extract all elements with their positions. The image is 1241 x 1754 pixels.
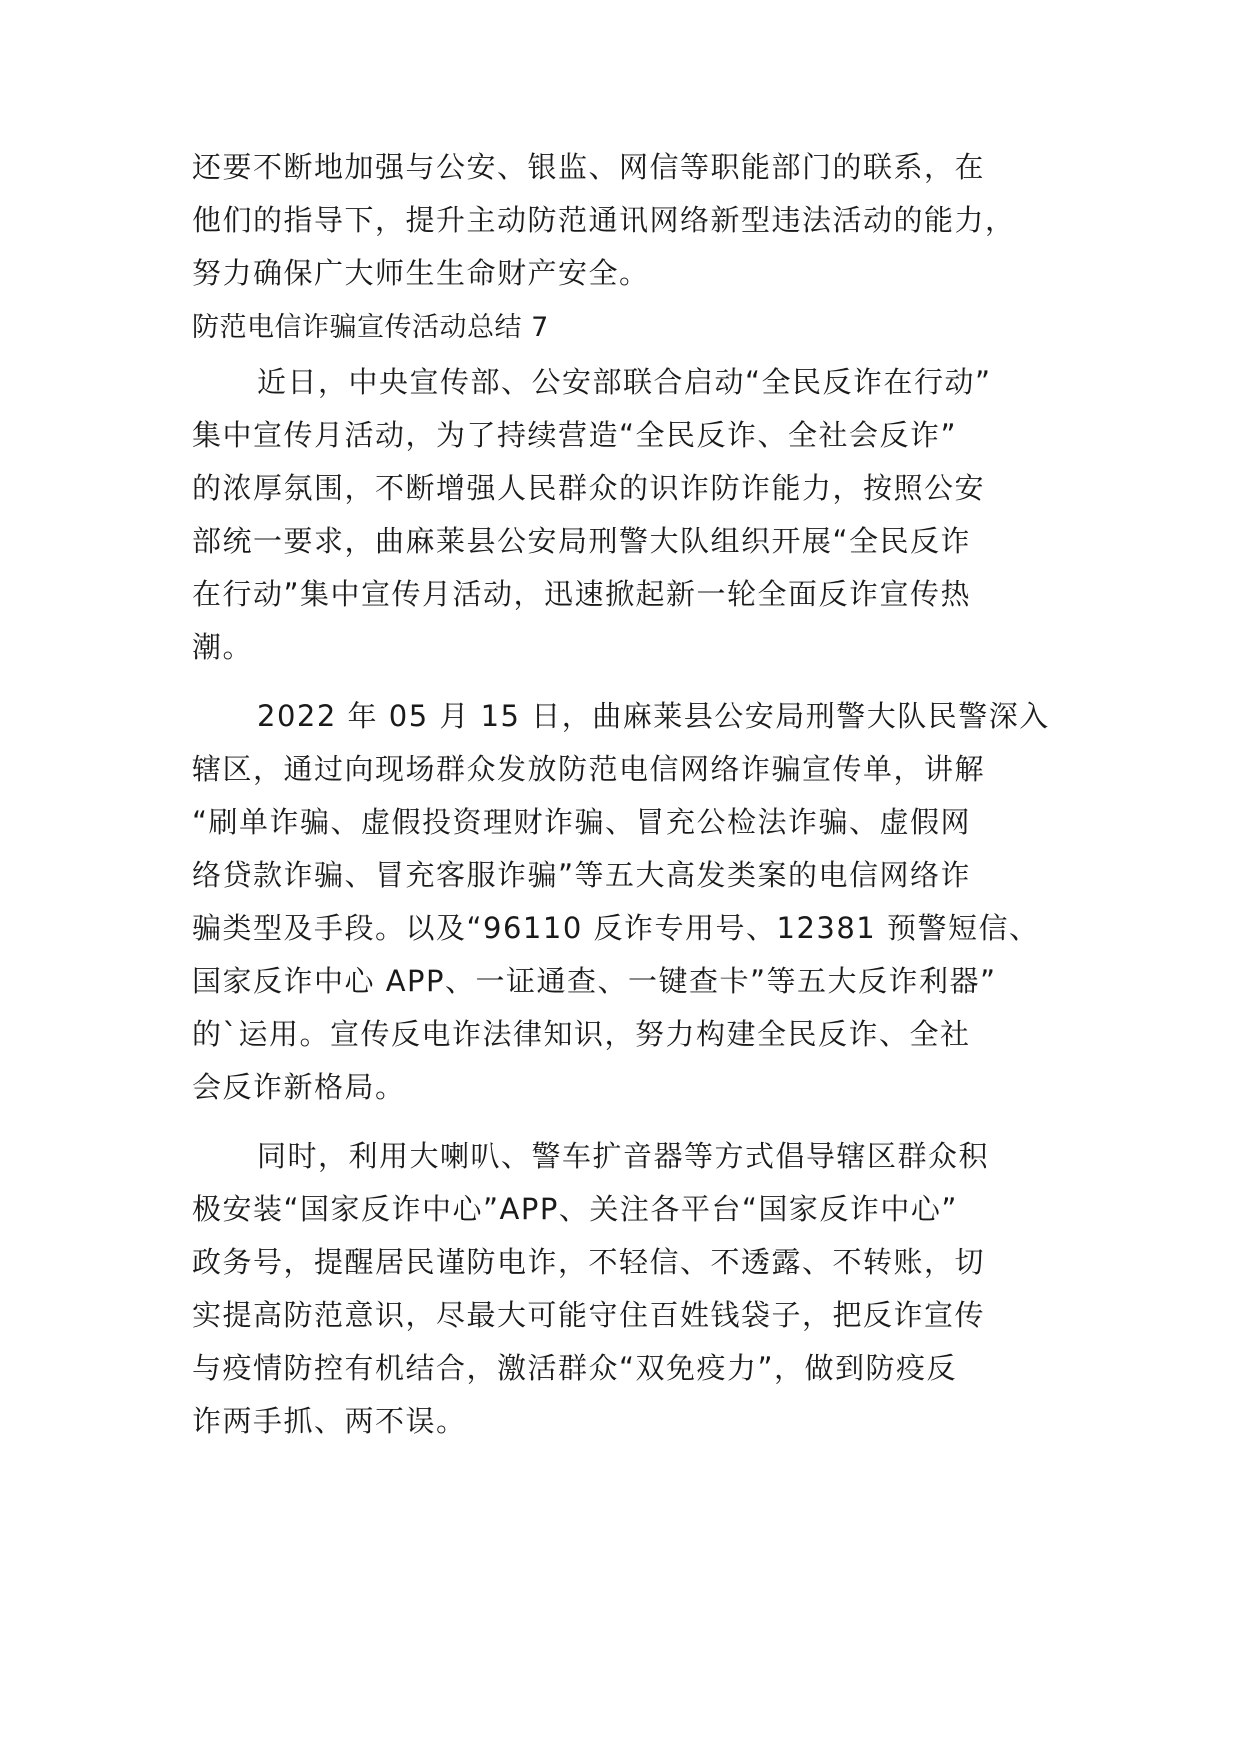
intro-line-2: 他们的指导下，提升主动防范通讯网络新型违法活动的能力， [192,203,1016,237]
p1-line-2: 集中宣传月活动，为了持续营造“全民反诈、全社会反诈” [192,418,958,452]
p3-line-1: 同时，利用大喇叭、警车扩音器等方式倡导辖区群众积 [257,1139,990,1173]
intro-line-3: 努力确保广大师生生命财产安全。 [192,256,650,290]
intro-line-1: 还要不断地加强与公安、银监、网信等职能部门的联系，在 [192,150,986,184]
p1-line-4: 部统一要求，曲麻莱县公安局刑警大队组织开展“全民反诈 [192,524,972,558]
p2-line-1: 2022 年 05 月 15 日，曲麻莱县公安局刑警大队民警深入 [257,699,1050,733]
p2-line-7: 的`运用。宣传反电诈法律知识，努力构建全民反诈、全社 [192,1017,971,1051]
section-heading: 防范电信诈骗宣传活动总结 7 [192,312,549,343]
p1-line-6: 潮。 [192,630,254,664]
p2-line-8: 会反诈新格局。 [192,1070,406,1104]
p3-line-5: 与疫情防控有机结合，激活群众“双免疫力”，做到防疫反 [192,1351,958,1385]
p3-line-3: 政务号，提醒居民谨防电诈，不轻信、不透露、不转账，切 [192,1245,986,1279]
p3-line-6: 诈两手抓、两不误。 [192,1404,467,1438]
p1-line-3: 的浓厚氛围，不断增强人民群众的识诈防诈能力，按照公安 [192,471,986,505]
p2-line-4: 络贷款诈骗、冒充客服诈骗”等五大高发类案的电信网络诈 [192,858,972,892]
p2-line-2: 辖区，通过向现场群众发放防范电信网络诈骗宣传单，讲解 [192,752,986,786]
p2-line-6: 国家反诈中心 APP、一证通查、一键查卡”等五大反诈利器” [192,964,997,998]
p1-line-1: 近日，中央宣传部、公安部联合启动“全民反诈在行动” [257,365,992,399]
p3-line-2: 极安装“国家反诈中心”APP、关注各平台“国家反诈中心” [192,1192,958,1226]
p2-line-5: 骗类型及手段。以及“96110 反诈专用号、12381 预警短信、 [192,911,1040,945]
p1-line-5: 在行动”集中宣传月活动，迅速掀起新一轮全面反诈宣传热 [192,577,972,611]
p2-line-3: “刷单诈骗、虚假投资理财诈骗、冒充公检法诈骗、虚假网 [192,805,972,839]
p3-line-4: 实提高防范意识，尽最大可能守住百姓钱袋子，把反诈宣传 [192,1298,986,1332]
